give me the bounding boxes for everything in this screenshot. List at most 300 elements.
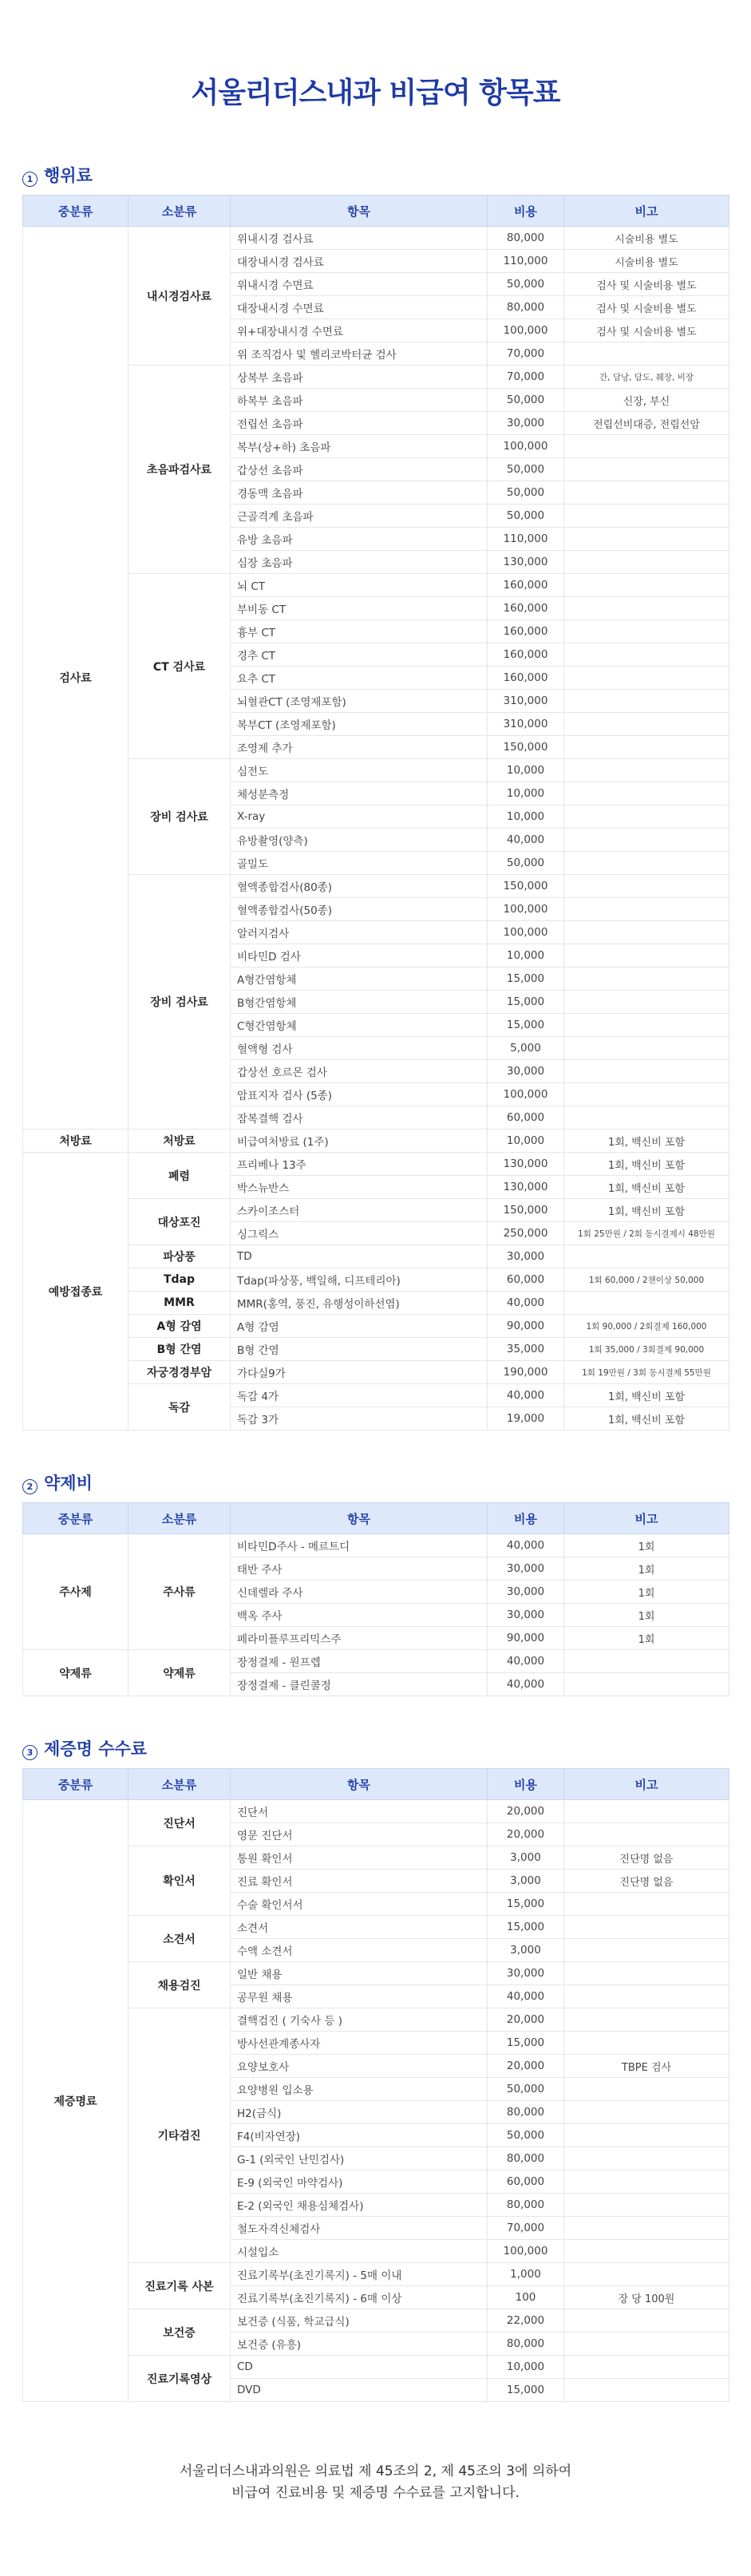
item-name: 진료 확인서 — [231, 1870, 488, 1893]
item-note: 1회 25만원 / 2회 동시결제시 48만원 — [564, 1222, 729, 1245]
item-note — [564, 759, 729, 782]
item-cost: 150,000 — [488, 875, 564, 898]
item-cost: 30,000 — [488, 1604, 564, 1627]
item-cost: 50,000 — [488, 458, 564, 481]
table-row — [23, 1245, 729, 1268]
sub-category: 폐렴 — [128, 1153, 231, 1199]
item-cost: 60,000 — [488, 2170, 564, 2194]
sub-category: 초음파검사료 — [128, 366, 231, 574]
item-name: DVD — [231, 2379, 488, 2402]
item-note: 1회, 백신비 포함 — [564, 1384, 729, 1407]
item-name: 시설입소 — [231, 2240, 488, 2263]
column-header: 비용 — [488, 1503, 564, 1534]
item-note — [564, 921, 729, 944]
item-name: 수술 확인서서 — [231, 1893, 488, 1916]
item-note — [564, 435, 729, 458]
item-name: 위내시경 검사료 — [231, 227, 488, 250]
item-cost: 130,000 — [488, 551, 564, 574]
item-cost: 15,000 — [488, 2379, 564, 2402]
item-name: 뇌혈관CT (조영제포함) — [231, 690, 488, 713]
item-cost: 160,000 — [488, 620, 564, 643]
item-cost: 40,000 — [488, 1292, 564, 1315]
item-name: 대장내시경 검사료 — [231, 250, 488, 273]
item-name: A형 감염 — [231, 1315, 488, 1338]
item-cost: 100,000 — [488, 2240, 564, 2263]
item-cost: 80,000 — [488, 2194, 564, 2217]
item-note: 1회 19만원 / 3회 동시결제 55만원 — [564, 1361, 729, 1384]
item-cost: 70,000 — [488, 342, 564, 366]
item-note — [564, 2032, 729, 2055]
item-note — [564, 1916, 729, 1939]
table-row — [23, 1650, 729, 1673]
table-row — [23, 759, 729, 782]
item-name: 진료기록부(초진기록지) - 6매 이상 — [231, 2286, 488, 2309]
item-name: 갑상선 호르몬 검사 — [231, 1060, 488, 1083]
item-name: 싱그릭스 — [231, 1222, 488, 1245]
table-row — [23, 2263, 729, 2286]
item-cost: 3,000 — [488, 1939, 564, 1962]
page-title: 서울리더스내과 비급여 항목표 — [191, 77, 560, 109]
item-note — [564, 458, 729, 481]
item-name: H2(금식) — [231, 2101, 488, 2124]
item-name: G-1 (외국인 난민검사) — [231, 2147, 488, 2170]
legal-notice-line-2: 비급여 진료비용 및 제증명 수수료를 고지합니다. — [231, 2485, 520, 2501]
item-note — [564, 2309, 729, 2333]
major-category: 약제류 — [23, 1650, 128, 1696]
item-note — [564, 2124, 729, 2147]
item-name: 부비동 CT — [231, 597, 488, 620]
item-name: 박스뉴반스 — [231, 1176, 488, 1199]
item-cost: 130,000 — [488, 1153, 564, 1176]
item-name: 혈액형 검사 — [231, 1037, 488, 1060]
item-cost: 50,000 — [488, 273, 564, 296]
item-cost: 90,000 — [488, 1315, 564, 1338]
item-note — [564, 991, 729, 1014]
item-note — [564, 505, 729, 528]
item-name: 스카이조스터 — [231, 1199, 488, 1222]
item-cost: 100 — [488, 2286, 564, 2309]
item-name: 대장내시경 수면료 — [231, 296, 488, 319]
major-category: 주사제 — [23, 1534, 128, 1650]
item-name: CD — [231, 2356, 488, 2379]
item-name: 철도자격신체검사 — [231, 2217, 488, 2240]
item-name: F4(비자연장) — [231, 2124, 488, 2147]
table-row — [23, 1268, 729, 1292]
column-header: 항목 — [231, 196, 488, 227]
major-category: 예방접종료 — [23, 1153, 128, 1430]
section-title — [22, 1728, 729, 1768]
item-note — [564, 1245, 729, 1268]
item-name: 일반 채용 — [231, 1962, 488, 1985]
item-note: 1회 — [564, 1627, 729, 1650]
item-name: TD — [231, 1245, 488, 1268]
item-note — [564, 1962, 729, 1985]
item-note — [564, 1106, 729, 1130]
item-name: 프리베나 13주 — [231, 1153, 488, 1176]
item-cost: 80,000 — [488, 2147, 564, 2170]
item-cost: 15,000 — [488, 1893, 564, 1916]
table-row — [23, 1916, 729, 1939]
item-note — [564, 667, 729, 690]
item-cost: 3,000 — [488, 1870, 564, 1893]
item-name: 잠복결핵 검사 — [231, 1106, 488, 1130]
table-row — [23, 2008, 729, 2032]
item-cost: 20,000 — [488, 2008, 564, 2032]
item-name: E-9 (외국인 마약검사) — [231, 2170, 488, 2194]
item-cost: 40,000 — [488, 829, 564, 852]
sub-category: 자궁경경부암 — [128, 1361, 231, 1384]
table-row — [23, 1534, 729, 1557]
table-row — [23, 1361, 729, 1384]
item-cost: 50,000 — [488, 852, 564, 875]
item-note — [564, 898, 729, 921]
item-note: 1회, 백신비 포함 — [564, 1199, 729, 1222]
table-row — [23, 875, 729, 898]
item-name: 비급여처방료 (1주) — [231, 1130, 488, 1153]
item-note: 1회 — [564, 1557, 729, 1581]
item-name: 흉부 CT — [231, 620, 488, 643]
sub-category: Tdap — [128, 1268, 231, 1292]
table-row — [23, 1199, 729, 1222]
item-note — [564, 1650, 729, 1673]
item-note — [564, 342, 729, 366]
item-note: 시술비용 별도 — [564, 250, 729, 273]
column-header: 항목 — [231, 1503, 488, 1534]
item-note — [564, 1893, 729, 1916]
item-name: 암표지자 검사 (5종) — [231, 1083, 488, 1106]
item-name: 상복부 초음파 — [231, 366, 488, 389]
item-cost: 250,000 — [488, 1222, 564, 1245]
item-cost: 100,000 — [488, 319, 564, 342]
item-cost: 160,000 — [488, 643, 564, 667]
major-category: 제증명료 — [23, 1800, 128, 2402]
item-cost: 20,000 — [488, 2055, 564, 2078]
sub-category: 진료기록 사본 — [128, 2263, 231, 2309]
sub-category: 대상포진 — [128, 1199, 231, 1245]
item-name: X-ray — [231, 805, 488, 829]
column-header: 비용 — [488, 196, 564, 227]
column-header: 중분류 — [23, 196, 128, 227]
item-name: A형간염항체 — [231, 967, 488, 991]
item-cost: 70,000 — [488, 2217, 564, 2240]
item-cost: 80,000 — [488, 2333, 564, 2356]
item-note: 1회, 백신비 포함 — [564, 1407, 729, 1430]
section-title — [22, 1462, 729, 1502]
column-header: 비용 — [488, 1769, 564, 1800]
column-header: 비고 — [564, 196, 729, 227]
item-note — [564, 1060, 729, 1083]
item-note: 1회 60,000 / 2챈이상 50,000 — [564, 1268, 729, 1292]
item-note — [564, 2379, 729, 2402]
item-note: 1회, 백신비 포함 — [564, 1153, 729, 1176]
item-cost: 50,000 — [488, 505, 564, 528]
item-name: 골밀도 — [231, 852, 488, 875]
item-cost: 40,000 — [488, 1384, 564, 1407]
item-note: 신장, 부신 — [564, 389, 729, 412]
sub-category: 확인서 — [128, 1846, 231, 1916]
item-note: 검사 및 시술비용 별도 — [564, 296, 729, 319]
item-cost: 20,000 — [488, 1800, 564, 1823]
sub-category: A형 감염 — [128, 1315, 231, 1338]
item-name: B형 간염 — [231, 1338, 488, 1361]
price-table — [22, 1502, 729, 1696]
item-cost: 150,000 — [488, 1199, 564, 1222]
item-name: 보건증 (유흥) — [231, 2333, 488, 2356]
item-name: 요양병원 입소용 — [231, 2078, 488, 2101]
item-name: 혈액종합검사(80종) — [231, 875, 488, 898]
item-name: 신데렐라 주사 — [231, 1581, 488, 1604]
item-note: 진단명 없음 — [564, 1870, 729, 1893]
item-name: 전립선 초음파 — [231, 412, 488, 435]
item-cost: 80,000 — [488, 2101, 564, 2124]
item-cost: 30,000 — [488, 1245, 564, 1268]
item-cost: 40,000 — [488, 1650, 564, 1673]
item-cost: 40,000 — [488, 1673, 564, 1696]
item-note: 1회 — [564, 1581, 729, 1604]
sub-category: B형 간염 — [128, 1338, 231, 1361]
item-note — [564, 1292, 729, 1315]
item-cost: 10,000 — [488, 805, 564, 829]
item-note — [564, 528, 729, 551]
item-cost: 30,000 — [488, 1060, 564, 1083]
item-note — [564, 2356, 729, 2379]
item-note — [564, 852, 729, 875]
item-cost: 50,000 — [488, 389, 564, 412]
item-note — [564, 1083, 729, 1106]
table-row — [23, 1962, 729, 1985]
item-cost: 15,000 — [488, 1916, 564, 1939]
sub-category: 처방료 — [128, 1130, 231, 1153]
item-note — [564, 967, 729, 991]
item-cost: 310,000 — [488, 690, 564, 713]
item-cost: 30,000 — [488, 1581, 564, 1604]
item-cost: 10,000 — [488, 944, 564, 967]
table-row — [23, 1315, 729, 1338]
item-cost: 30,000 — [488, 412, 564, 435]
item-note — [564, 2101, 729, 2124]
item-note: 간, 담낭, 담도, 췌장, 비장 — [564, 366, 729, 389]
item-cost: 160,000 — [488, 597, 564, 620]
item-cost: 100,000 — [488, 435, 564, 458]
sub-category: 보건증 — [128, 2309, 231, 2356]
item-name: 갑상선 초음파 — [231, 458, 488, 481]
item-cost: 150,000 — [488, 736, 564, 759]
item-cost: 10,000 — [488, 782, 564, 805]
item-name: 페라미플루프리믹스주 — [231, 1627, 488, 1650]
major-category: 검사료 — [23, 227, 128, 1130]
item-cost: 40,000 — [488, 1534, 564, 1557]
price-table — [22, 1768, 729, 2402]
item-cost: 100,000 — [488, 1083, 564, 1106]
item-note: 1회 90,000 / 2회결제 160,000 — [564, 1315, 729, 1338]
item-name: Tdap(파상풍, 백일해, 디프테리아) — [231, 1268, 488, 1292]
item-note — [564, 1037, 729, 1060]
item-cost: 22,000 — [488, 2309, 564, 2333]
item-note — [564, 782, 729, 805]
table-row — [23, 1292, 729, 1315]
table-row — [23, 574, 729, 597]
item-name: 수액 소견서 — [231, 1939, 488, 1962]
section-title — [22, 155, 729, 195]
item-name: 혈액종합검사(50종) — [231, 898, 488, 921]
item-note — [564, 1673, 729, 1696]
major-category: 처방료 — [23, 1130, 128, 1153]
item-cost: 100,000 — [488, 898, 564, 921]
item-note: 1회 — [564, 1534, 729, 1557]
item-note: 진단명 없음 — [564, 1846, 729, 1870]
item-note — [564, 1985, 729, 2008]
item-name: E-2 (외국인 채용심체검사) — [231, 2194, 488, 2217]
item-cost: 15,000 — [488, 967, 564, 991]
sub-category: 소견서 — [128, 1916, 231, 1962]
item-cost: 110,000 — [488, 528, 564, 551]
table-row — [23, 1384, 729, 1407]
column-header: 비고 — [564, 1769, 729, 1800]
item-note: 검사 및 시술비용 별도 — [564, 319, 729, 342]
item-note — [564, 551, 729, 574]
item-name: 공무원 채용 — [231, 1985, 488, 2008]
table-row — [23, 366, 729, 389]
item-note: 전립선비대증, 전립선암 — [564, 412, 729, 435]
item-name: 태반 주사 — [231, 1557, 488, 1581]
item-cost: 70,000 — [488, 366, 564, 389]
item-note — [564, 875, 729, 898]
item-note — [564, 690, 729, 713]
item-note: 1회, 백신비 포함 — [564, 1176, 729, 1199]
legal-notice — [0, 2402, 751, 2504]
item-cost: 10,000 — [488, 759, 564, 782]
column-header: 비고 — [564, 1503, 729, 1534]
item-name: 유방촬영(양측) — [231, 829, 488, 852]
item-name: 하복부 초음파 — [231, 389, 488, 412]
table-row — [23, 1846, 729, 1870]
item-note: 1회 — [564, 1604, 729, 1627]
item-name: 근골격계 초음파 — [231, 505, 488, 528]
item-name: 경추 CT — [231, 643, 488, 667]
sub-category: 채용검진 — [128, 1962, 231, 2008]
section-number-badge: 1 — [22, 172, 38, 187]
section-title-text: 제증명 수수료 — [44, 1739, 148, 1759]
item-note — [564, 481, 729, 505]
table-row — [23, 1153, 729, 1176]
item-name: 알러지검사 — [231, 921, 488, 944]
item-note — [564, 2194, 729, 2217]
item-cost: 130,000 — [488, 1176, 564, 1199]
item-cost: 10,000 — [488, 2356, 564, 2379]
section-title-text: 행위료 — [44, 166, 93, 185]
item-cost: 310,000 — [488, 713, 564, 736]
item-name: 위 조직검사 및 헬리코박터균 검사 — [231, 342, 488, 366]
sub-category: 진료기록영상 — [128, 2356, 231, 2402]
item-note — [564, 1014, 729, 1037]
item-cost: 50,000 — [488, 2078, 564, 2101]
column-header: 항목 — [231, 1769, 488, 1800]
item-cost: 60,000 — [488, 1106, 564, 1130]
item-note — [564, 736, 729, 759]
item-name: 장정결제 - 원프렙 — [231, 1650, 488, 1673]
column-header: 중분류 — [23, 1769, 128, 1800]
item-cost: 20,000 — [488, 1823, 564, 1846]
item-name: 백옥 주사 — [231, 1604, 488, 1627]
item-name: 경동맥 초음파 — [231, 481, 488, 505]
item-cost: 15,000 — [488, 991, 564, 1014]
column-header: 소분류 — [128, 1503, 231, 1534]
section-title-text: 약제비 — [44, 1474, 93, 1493]
item-name: 독감 4가 — [231, 1384, 488, 1407]
item-note: 시술비용 별도 — [564, 227, 729, 250]
item-note — [564, 713, 729, 736]
sub-category: 장비 검사료 — [128, 875, 231, 1130]
sub-category: 기타검진 — [128, 2008, 231, 2263]
item-cost: 60,000 — [488, 1268, 564, 1292]
sub-category: 진단서 — [128, 1800, 231, 1846]
column-header: 소분류 — [128, 1769, 231, 1800]
column-header: 중분류 — [23, 1503, 128, 1534]
item-name: 요양보호사 — [231, 2055, 488, 2078]
table-row — [23, 227, 729, 250]
item-cost: 10,000 — [488, 1130, 564, 1153]
item-note — [564, 574, 729, 597]
item-name: 진료기록부(초진기록지) - 5매 이내 — [231, 2263, 488, 2286]
item-note — [564, 2217, 729, 2240]
item-name: 위+대장내시경 수면료 — [231, 319, 488, 342]
table-row — [23, 1800, 729, 1823]
sections-container — [0, 131, 751, 2402]
item-note: 검사 및 시술비용 별도 — [564, 273, 729, 296]
table-row — [23, 2309, 729, 2333]
item-cost: 30,000 — [488, 1557, 564, 1581]
sub-category: 내시경검사료 — [128, 227, 231, 366]
item-name: 독감 3가 — [231, 1407, 488, 1430]
item-note — [564, 829, 729, 852]
legal-notice-line-1: 서울리더스내과의원은 의료법 제 45조의 2, 제 45조의 3에 의하여 — [179, 2463, 572, 2479]
item-name: 복부CT (조영제포함) — [231, 713, 488, 736]
item-note — [564, 1823, 729, 1846]
sub-category: 주사류 — [128, 1534, 231, 1650]
item-name: 통원 확인서 — [231, 1846, 488, 1870]
sub-category: MMR — [128, 1292, 231, 1315]
item-name: 유방 초음파 — [231, 528, 488, 551]
item-note — [564, 597, 729, 620]
item-note — [564, 2240, 729, 2263]
item-name: 심전도 — [231, 759, 488, 782]
item-name: MMR(홍역, 풍진, 유행성이하선염) — [231, 1292, 488, 1315]
item-cost: 19,000 — [488, 1407, 564, 1430]
item-name: 뇌 CT — [231, 574, 488, 597]
column-header: 소분류 — [128, 196, 231, 227]
item-cost: 50,000 — [488, 481, 564, 505]
item-cost: 110,000 — [488, 250, 564, 273]
item-name: 결핵검진 ( 기숙사 등 ) — [231, 2008, 488, 2032]
item-cost: 5,000 — [488, 1037, 564, 1060]
item-name: 진단서 — [231, 1800, 488, 1823]
item-cost: 100,000 — [488, 921, 564, 944]
item-note — [564, 2078, 729, 2101]
item-note — [564, 2147, 729, 2170]
item-cost: 90,000 — [488, 1627, 564, 1650]
item-cost: 40,000 — [488, 1985, 564, 2008]
item-name: 조영제 추가 — [231, 736, 488, 759]
item-name: 가다실9가 — [231, 1361, 488, 1384]
price-table — [22, 195, 729, 1430]
item-note — [564, 1939, 729, 1962]
sub-category: 독감 — [128, 1384, 231, 1430]
item-cost: 50,000 — [488, 2124, 564, 2147]
item-name: 비타민D 검사 — [231, 944, 488, 967]
item-note: 장 당 100원 — [564, 2286, 729, 2309]
item-note — [564, 620, 729, 643]
item-name: 방사선관계종사자 — [231, 2032, 488, 2055]
